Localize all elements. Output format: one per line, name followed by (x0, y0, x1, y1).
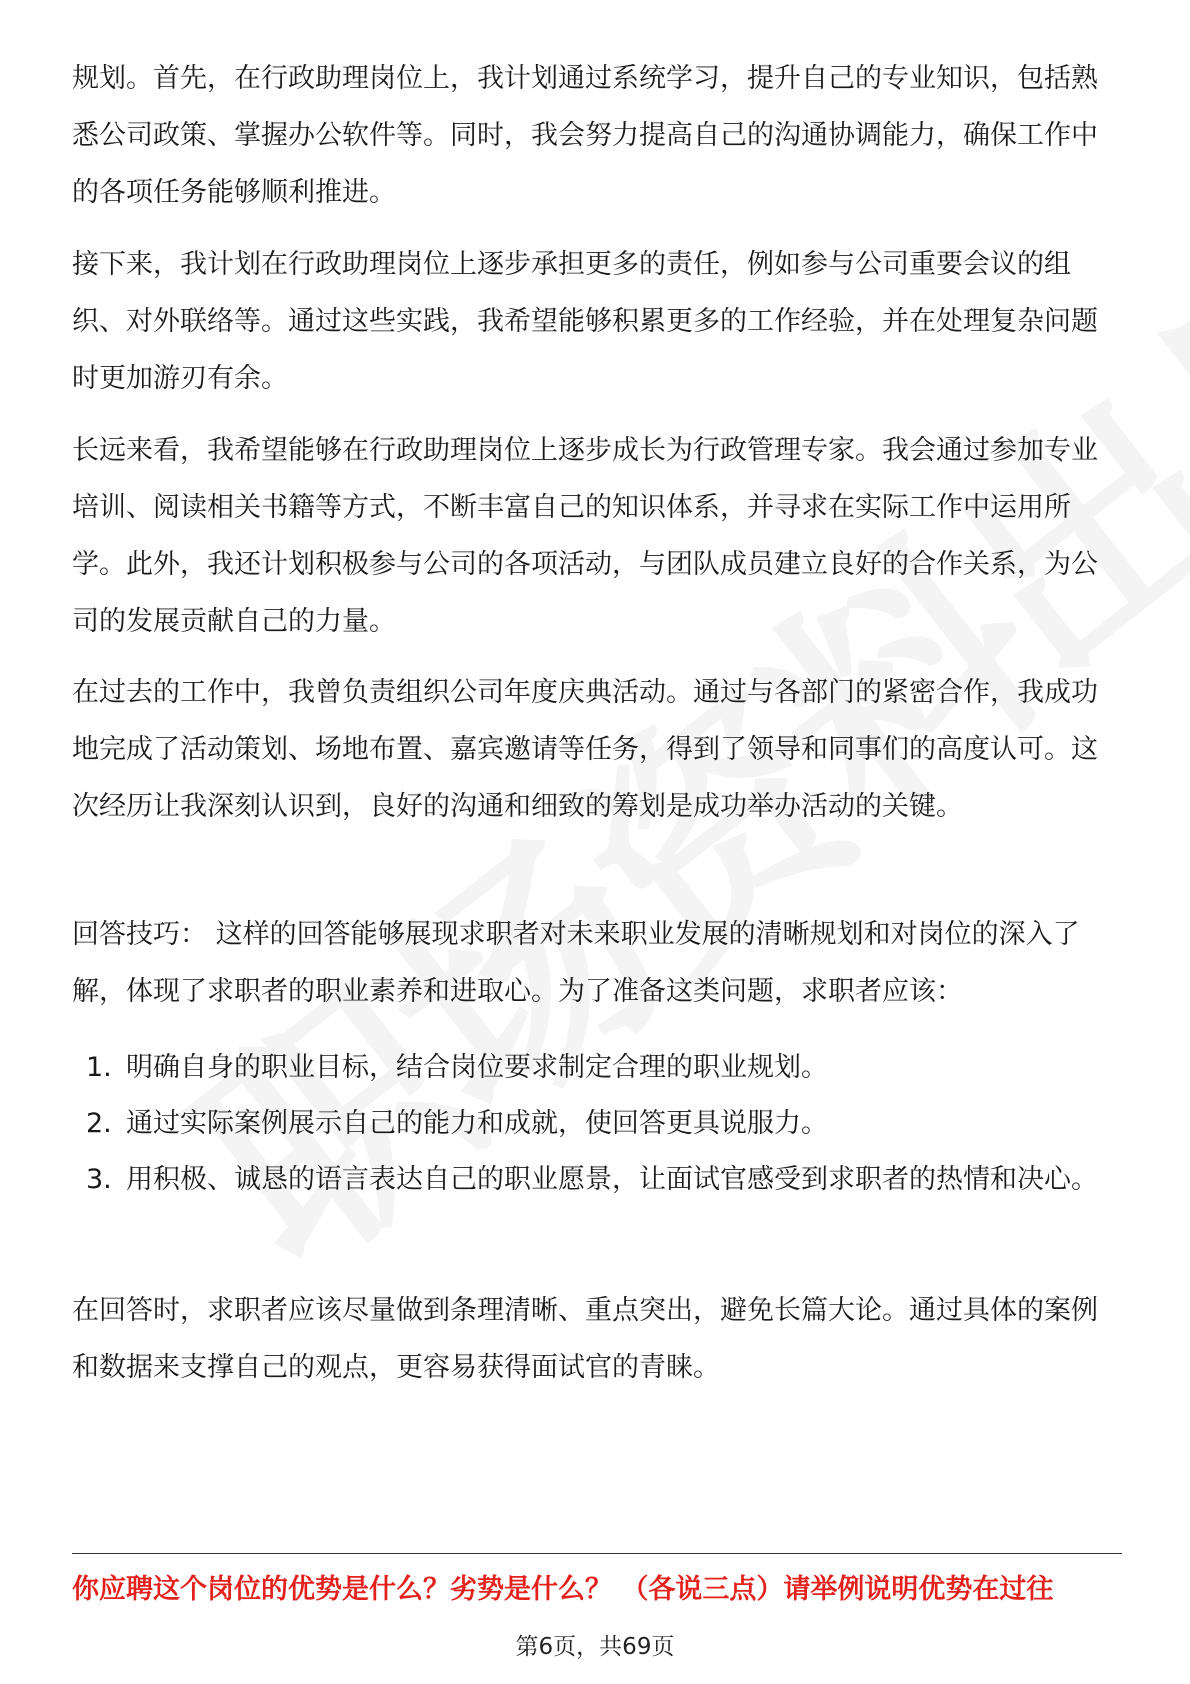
section-divider (72, 1553, 1122, 1554)
list-item-text: 明确自身的职业目标，结合岗位要求制定合理的职业规划。 (126, 1052, 828, 1083)
next-question-heading: 你应聘这个岗位的优势是什么？劣势是什么？ （各说三点）请举例说明优势在过往 (72, 1574, 1054, 1605)
closing-paragraph: 在回答时，求职者应该尽量做到条理清晰、重点突出，避免长篇大论。通过具体的案例和数据来支撑自己的观点，更容易获得面试官的青睐。 (72, 1295, 1098, 1383)
paragraph-4: 在过去的工作中，我曾负责组织公司年度庆典活动。通过与各部门的紧密合作，我成功地完成了活动策划、场地布置、嘉宾邀请等任务，得到了领导和同事们的高度认可。这次经历让我深刻认识到，良好的沟通和细致的筹划是成功举办活动的关键。 (72, 677, 1098, 822)
paragraph-1: 规划。首先，在行政助理岗位上，我计划通过系统学习，提升自己的专业知识，包括熟悉公司政策、掌握办公软件等。同时，我会努力提高自己的沟通协调能力，确保工作中的各项任务能够顺利推进。 (72, 63, 1098, 208)
list-number: 2. (86, 1108, 112, 1139)
page-number-footer: 第6页，共69页 (515, 1634, 675, 1660)
list-item-text: 通过实际案例展示自己的能力和成就，使回答更具说服力。 (126, 1108, 828, 1139)
list-item (72, 1152, 1122, 1208)
tips-list (72, 1040, 1122, 1208)
paragraph-2: 接下来，我计划在行政助理岗位上逐步承担更多的责任，例如参与公司重要会议的组织、对外联络等。通过这些实践，我希望能够积累更多的工作经验，并在处理复杂问题时更加游刃有余。 (72, 249, 1098, 394)
list-number: 3. (86, 1164, 112, 1195)
paragraph-3: 长远来看，我希望能够在行政助理岗位上逐步成长为行政管理专家。我会通过参加专业培训、阅读相关书籍等方式，不断丰富自己的知识体系，并寻求在实际工作中运用所学。此外，我还计划积极参与公司的各项活动，与团队成员建立良好的合作关系，为公司的发展贡献自己的力量。 (72, 435, 1098, 637)
list-item-text: 用积极、诚恳的语言表达自己的职业愿景，让面试官感受到求职者的热情和决心。 (126, 1164, 1098, 1195)
answer-tips-paragraph: 回答技巧： 这样的回答能够展现求职者对未来职业发展的清晰规划和对岗位的深入了解，体现了求职者的职业素养和进取心。为了准备这类问题，求职者应该： (72, 919, 1080, 1007)
list-number: 1. (86, 1052, 112, 1083)
list-item (72, 1096, 1122, 1152)
list-item (72, 1040, 1122, 1096)
